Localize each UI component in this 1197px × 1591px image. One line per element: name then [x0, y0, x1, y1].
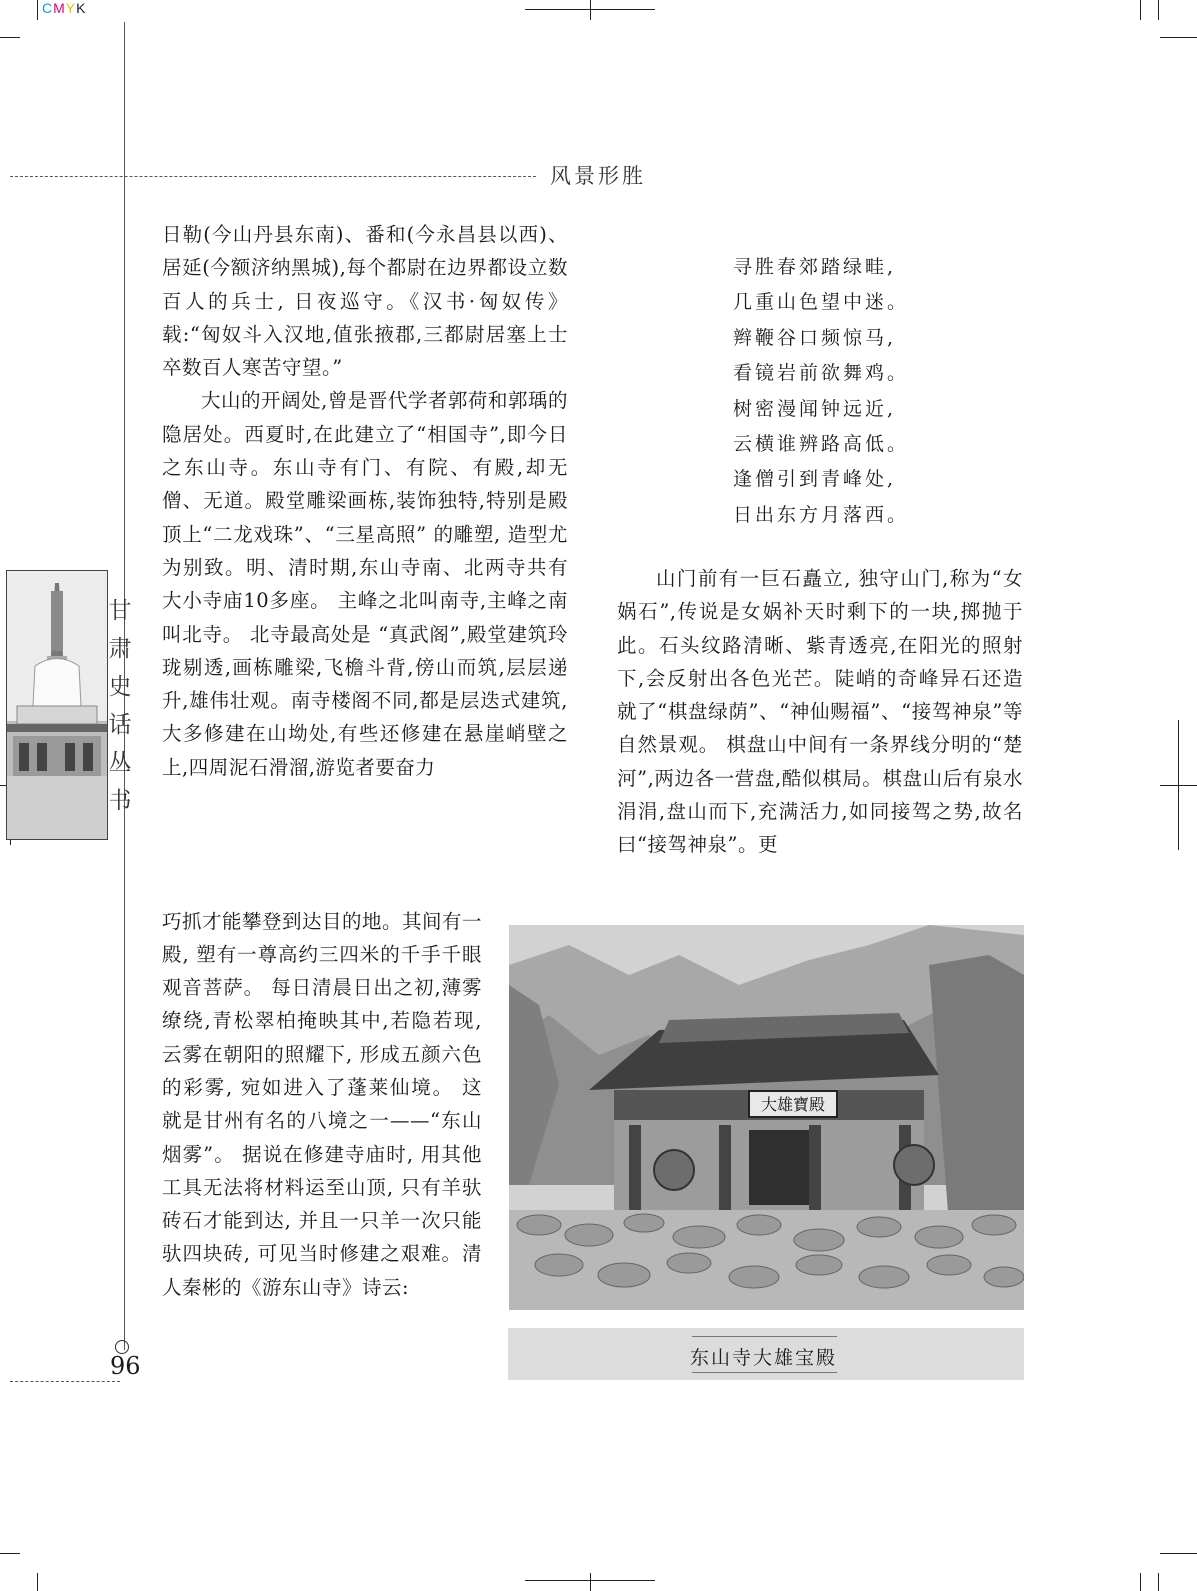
right-column: [617, 562, 1023, 862]
cmyk-y: Y: [65, 0, 77, 16]
poem-line: 日出东方月落西。: [733, 503, 910, 526]
paragraph: 山门前有一巨石矗立, 独守山门,称为“女娲石”,传说是女娲补天时剩下的一块,掷抛于此。石头纹路清晰、紫青透亮,在阳光的照射下,会反射出各色光芒。陡峭的奇峰异石还造就了“棋盘绿荫”、“神仙赐福”、“接驾神泉”等自然景观。 棋盘山中间有一条界线分明的“楚河”,两边各一营盘,酷似棋局。棋盘山后有泉水涓涓,盘山而下,充满活力,如同接驾之势,故名曰“接驾神泉”。更: [617, 567, 1023, 857]
series-char: 话: [108, 712, 132, 738]
left-column: [162, 218, 568, 784]
poem-line: 云横谁辨路高低。: [733, 433, 910, 456]
series-char: 书: [108, 788, 132, 814]
poem-line: 几重山色望中迷。: [733, 291, 910, 314]
poem: [733, 250, 909, 533]
cmyk-m: M: [53, 0, 66, 16]
series-char: 史: [108, 674, 132, 700]
paragraph: 巧抓才能攀登到达目的地。其间有一殿, 塑有一尊高约三四米的千手千眼观音菩萨。 每日清晨日出之初,薄雾缭绕,青松翠柏掩映其中,若隐若现,云雾在朝阳的照耀下, 形成五颜六色的彩雾, 宛如进入了蓬莱仙境。 这就是甘州有名的八境之一——“东山烟雾”。 据说在修建寺庙时, 用其他工具无法将材料运至山顶, 只有羊驮砖石才能到达, 并且一只羊一次只能驮四块砖, 可见当时修建之艰难。清人秦彬的《游东山寺》诗云:: [162, 909, 483, 1299]
header-dashed-rule: [10, 176, 536, 177]
left-column-narrow: [162, 885, 482, 1324]
temple-photo: [509, 925, 1024, 1310]
series-char: 肃: [108, 636, 132, 662]
cmyk-c: C: [42, 0, 54, 16]
section-title: 风景形胜: [550, 164, 646, 188]
paragraph: 日勒(今山丹县东南)、番和(今永昌县以西)、居延(今额济纳黑城),每个都尉在边界都设立数百人的兵士, 日夜巡守。《汉书·匈奴传》载:“匈奴斗入汉地,值张掖郡,三都尉居塞上士卒数百人寒苦守望。”: [162, 223, 568, 380]
poem-line: 树密漫闻钟远近,: [733, 397, 897, 420]
series-title: [108, 592, 132, 820]
poem-line: 看镜岩前欲舞鸡。: [733, 362, 910, 385]
caption-rule-top: [692, 1336, 837, 1337]
series-char: 丛: [108, 750, 132, 776]
photo-caption: 东山寺大雄宝殿: [690, 1347, 838, 1369]
paragraph: 大山的开阔处,曾是晋代学者郭荷和郭瑀的隐居处。西夏时,在此建立了“相国寺”,即今日之东山寺。东山寺有门、有院、有殿,却无僧、无道。殿堂雕梁画栋,装饰独特,特别是殿顶上“二龙戏珠”、“三星高照” 的雕塑, 造型尤为别致。明、清时期,东山寺南、北两寺共有大小寺庙10多座。 主峰之北叫南寺,主峰之南叫北寺。 北寺最高处是 “真武阁”,殿堂建筑玲珑剔透,画栋雕梁,飞檐斗背,傍山而筑,层层递升,雄伟壮观。南寺楼阁不同,都是层迭式建筑,大多修建在山坳处,有些还修建在悬崖峭壁之上,四周泥石滑溜,游览者要奋力: [162, 389, 568, 779]
poem-line: 逢僧引到青峰处,: [733, 468, 897, 491]
page-number: 96: [110, 1352, 141, 1380]
poem-line: 寻胜春郊踏绿畦,: [733, 256, 897, 278]
footer-dashed-rule: [10, 1381, 120, 1382]
pagoda-thumbnail: [6, 570, 108, 840]
poem-line: 辫鞭谷口频惊马,: [733, 326, 897, 349]
caption-rule-bottom: [692, 1372, 837, 1373]
cmyk-print-mark: [42, 0, 86, 16]
series-char: 甘: [108, 598, 132, 624]
plaque-text: 大雄寶殿: [760, 1095, 826, 1114]
cmyk-k: K: [76, 0, 87, 16]
